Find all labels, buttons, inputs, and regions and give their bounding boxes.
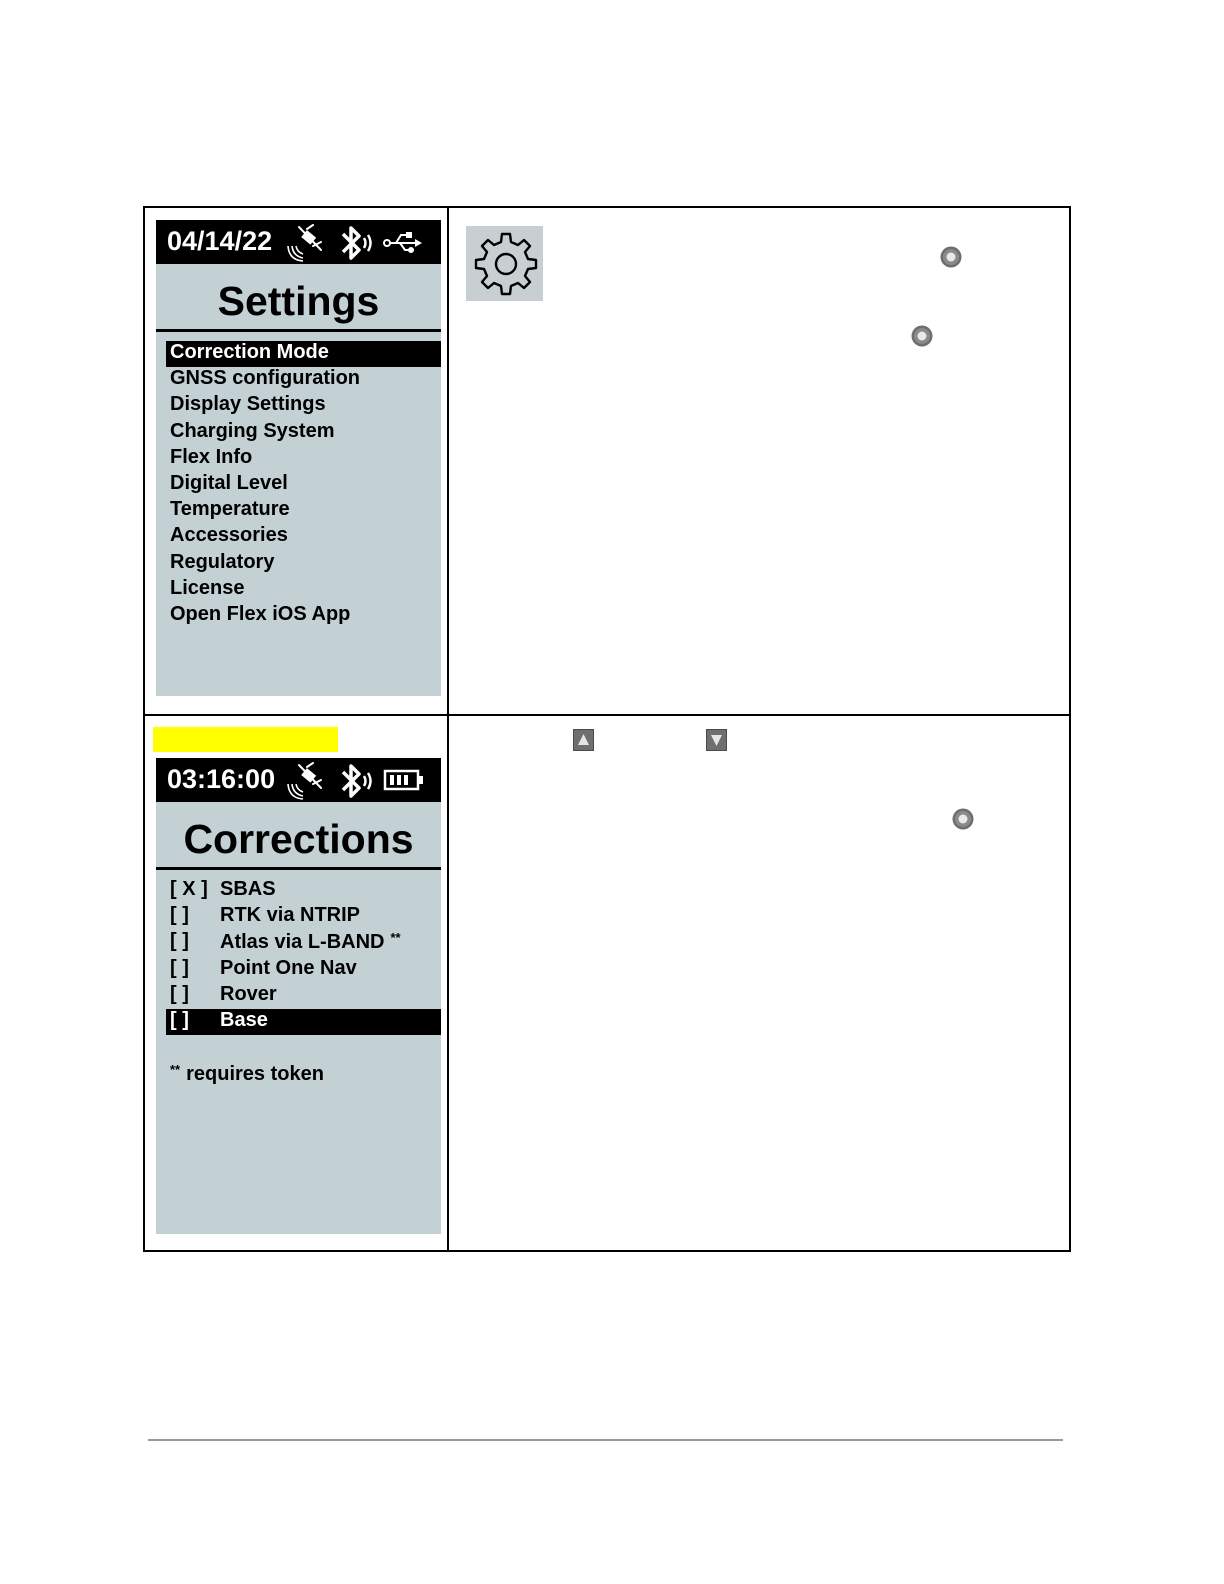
option-label: Rover	[220, 982, 277, 1005]
checkbox: [ ]	[170, 956, 189, 979]
select-button-icon	[911, 325, 933, 347]
status-time: 03:16:00	[167, 764, 276, 794]
table-column-divider	[447, 206, 449, 1252]
menu-item-gnss-configuration[interactable]: GNSS configuration	[170, 367, 360, 390]
correction-option-rover[interactable]	[166, 983, 441, 1009]
status-bar	[156, 758, 441, 802]
select-button-icon	[940, 246, 962, 268]
status-bar	[156, 220, 441, 264]
footer-divider	[148, 1439, 1063, 1441]
menu-item-temperature[interactable]: Temperature	[170, 498, 290, 521]
settings-screen	[156, 220, 441, 696]
corrections-list	[166, 878, 441, 1035]
menu-item-charging-system[interactable]: Charging System	[170, 419, 335, 442]
page-title: Corrections	[183, 816, 414, 862]
token-marker: **	[170, 1062, 181, 1077]
menu-item-display-settings[interactable]: Display Settings	[170, 393, 326, 416]
option-label: Point One Nav	[220, 956, 357, 979]
usb-icon	[382, 230, 424, 256]
correction-option-point-one-nav[interactable]	[166, 957, 441, 983]
correction-option-rtk-via-ntrip[interactable]	[166, 904, 441, 930]
menu-item-regulatory[interactable]: Regulatory	[170, 550, 275, 573]
option-label: RTK via NTRIP	[220, 904, 361, 927]
option-label: Atlas via L-BAND **	[220, 930, 401, 954]
correction-option-atlas-via-l-band[interactable]	[166, 930, 441, 956]
satellite-icon	[287, 224, 327, 262]
menu-item-digital-level[interactable]: Digital Level	[170, 471, 288, 494]
menu-item-correction-mode[interactable]: Correction Mode	[166, 341, 441, 367]
settings-button[interactable]	[466, 226, 543, 301]
select-button-icon	[952, 808, 974, 830]
title-divider	[156, 867, 441, 870]
page-title: Settings	[217, 278, 380, 324]
correction-option-base[interactable]	[166, 1009, 441, 1035]
up-arrow-button-icon	[573, 729, 594, 751]
table-row-divider	[143, 714, 1071, 716]
token-note	[170, 1062, 324, 1086]
option-label: SBAS	[220, 878, 276, 900]
bluetooth-icon	[337, 763, 375, 799]
menu-item-flex-info[interactable]: Flex Info	[170, 445, 253, 468]
status-date: 04/14/22	[167, 226, 273, 256]
satellite-icon	[287, 762, 327, 800]
highlight-mark	[153, 727, 338, 752]
checkbox: [ ]	[170, 1008, 189, 1031]
settings-menu	[166, 341, 441, 629]
checkbox: [ ]	[170, 904, 189, 927]
option-label: Base	[220, 1008, 268, 1031]
menu-item-open-flex-ios-app[interactable]: Open Flex iOS App	[170, 602, 351, 625]
token-marker: **	[390, 930, 401, 946]
title-divider	[156, 329, 441, 332]
bluetooth-icon	[337, 225, 375, 261]
checkbox: [ X ]	[170, 878, 208, 900]
note-text: requires token	[186, 1063, 324, 1085]
battery-icon	[383, 768, 425, 792]
checkbox: [ ]	[170, 982, 189, 1005]
menu-item-license[interactable]: License	[170, 576, 245, 599]
checkbox: [ ]	[170, 930, 189, 953]
corrections-screen	[156, 758, 441, 1234]
gear-icon	[466, 226, 543, 301]
down-arrow-button-icon	[706, 729, 727, 751]
menu-item-accessories[interactable]: Accessories	[170, 524, 288, 547]
correction-option-sbas[interactable]	[166, 878, 441, 904]
